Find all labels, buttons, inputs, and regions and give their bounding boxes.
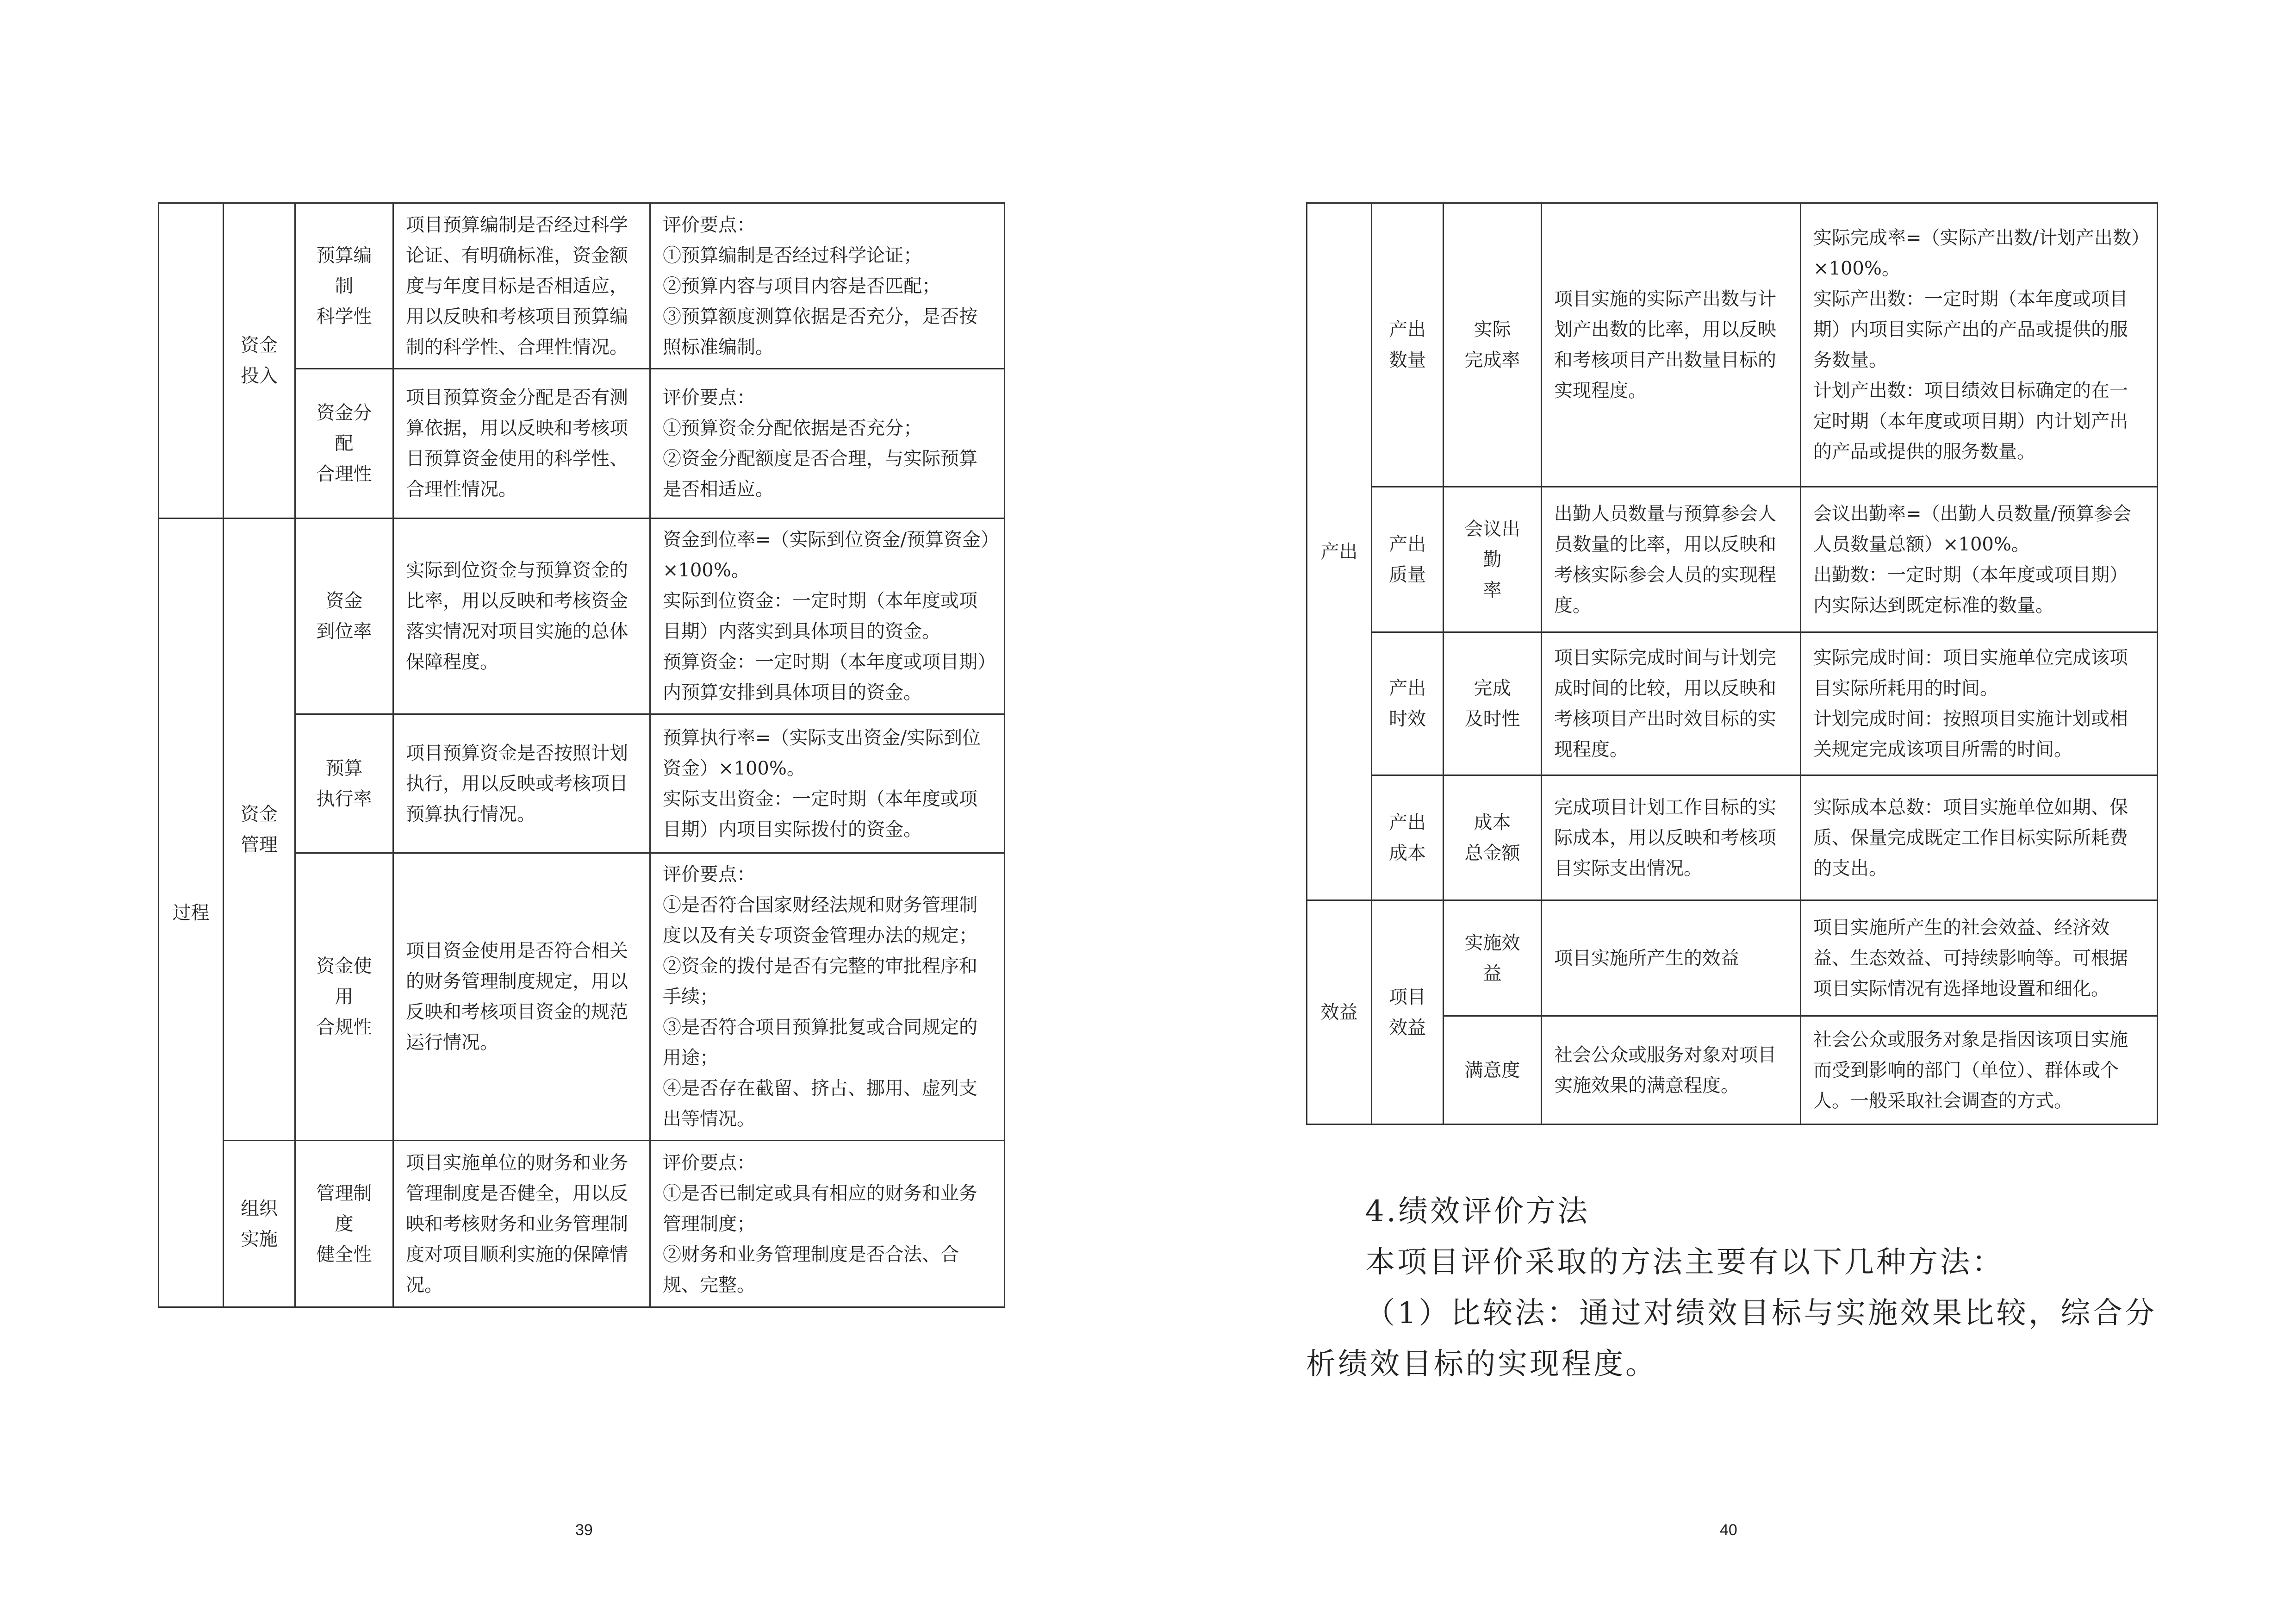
description-cell: 项目实施的实际产出数与计划产出数的比率，用以反映和考核项目产出数量目标的实现程度。 xyxy=(1542,203,1801,487)
level1-cell xyxy=(159,203,224,518)
left-evaluation-table xyxy=(158,202,1005,1308)
criteria-cell: 资金到位率=（实际到位资金/预算资金）×100%。 实际到位资金：一定时期（本年度或项目期）内落实到具体项目的资金。 预算资金：一定时期（本年度或项目期）内预算安排到具体项目的资金。 xyxy=(650,518,1005,714)
description-cell: 项目实施所产生的效益 xyxy=(1542,900,1801,1016)
criteria-cell: 实际成本总数：项目实施单位如期、保质、保量完成既定工作目标实际所耗费的支出。 xyxy=(1801,775,2158,900)
description-cell: 项目预算资金分配是否有测算依据，用以反映和考核项目预算资金使用的科学性、合理性情况。 xyxy=(393,369,650,518)
level1-cell: 产出 xyxy=(1307,203,1372,900)
right-evaluation-table xyxy=(1306,202,2158,1125)
table-row xyxy=(1307,900,2158,1016)
level2-cell: 产出 成本 xyxy=(1372,775,1444,900)
criteria-cell: 社会公众或服务对象是指因该项目实施而受到影响的部门（单位）、群体或个人。一般采取社会调查的方式。 xyxy=(1801,1016,2158,1124)
level2-cell: 产出 质量 xyxy=(1372,487,1444,632)
table-row xyxy=(1307,775,2158,900)
method-comparison: （1）比较法：通过对绩效目标与实施效果比较，综合分析绩效目标的实现程度。 xyxy=(1306,1296,2157,1381)
criteria-cell: 评价要点： ①是否已制定或具有相应的财务和业务管理制度； ②财务和业务管理制度是否合法、合规、完整。 xyxy=(650,1141,1005,1307)
indicator-cell: 管理制度 健全性 xyxy=(295,1141,393,1307)
criteria-cell: 评价要点： ①预算资金分配依据是否充分； ②资金分配额度是否合理，与实际预算是否相适应。 xyxy=(650,369,1005,518)
table-row xyxy=(159,518,1005,714)
level2-cell: 项目 效益 xyxy=(1372,900,1444,1124)
indicator-cell: 完成 及时性 xyxy=(1444,632,1542,775)
indicator-cell: 预算编制 科学性 xyxy=(295,203,393,369)
description-cell: 项目实际完成时间与计划完成时间的比较，用以反映和考核项目产出时效目标的实现程度。 xyxy=(1542,632,1801,775)
level1-cell: 效益 xyxy=(1307,900,1372,1124)
table-row xyxy=(1307,632,2158,775)
section-title: 4.绩效评价方法 xyxy=(1365,1194,1590,1229)
description-cell: 项目预算编制是否经过科学论证、有明确标准，资金额度与年度目标是否相适应，用以反映和考核项目预算编制的科学性、合理性情况。 xyxy=(393,203,650,369)
description-cell: 社会公众或服务对象对项目实施效果的满意程度。 xyxy=(1542,1016,1801,1124)
description-cell: 实际到位资金与预算资金的比率，用以反映和考核资金落实情况对项目实施的总体保障程度。 xyxy=(393,518,650,714)
indicator-cell: 预算 执行率 xyxy=(295,714,393,853)
level2-cell: 组织 实施 xyxy=(224,1141,295,1307)
methods-intro: 本项目评价采取的方法主要有以下几种方法： xyxy=(1365,1245,2004,1280)
indicator-cell: 资金使用 合规性 xyxy=(295,853,393,1141)
indicator-cell: 成本 总金额 xyxy=(1444,775,1542,900)
criteria-cell: 评价要点： ①预算编制是否经过科学论证； ②预算内容与项目内容是否匹配； ③预算额度测算依据是否充分，是否按照标准编制。 xyxy=(650,203,1005,369)
indicator-cell: 资金 到位率 xyxy=(295,518,393,714)
indicator-cell: 实际 完成率 xyxy=(1444,203,1542,487)
description-cell: 项目资金使用是否符合相关的财务管理制度规定，用以反映和考核项目资金的规范运行情况。 xyxy=(393,853,650,1141)
description-cell: 完成项目计划工作目标的实际成本，用以反映和考核项目实际支出情况。 xyxy=(1542,775,1801,900)
description-cell: 项目预算资金是否按照计划执行，用以反映或考核项目预算执行情况。 xyxy=(393,714,650,853)
level2-cell: 资金 管理 xyxy=(224,518,295,1141)
page-number-left: 39 xyxy=(575,1521,593,1539)
table-row xyxy=(1307,487,2158,632)
level2-cell: 资金 投入 xyxy=(224,203,295,518)
description-cell: 出勤人员数量与预算参会人员数量的比率，用以反映和考核实际参会人员的实现程度。 xyxy=(1542,487,1801,632)
table-row xyxy=(159,203,1005,369)
page-number-right: 40 xyxy=(1720,1521,1737,1539)
criteria-cell: 会议出勤率=（出勤人员数量/预算参会人员数量总额）×100%。 出勤数：一定时期（本年度或项目期）内实际达到既定标准的数量。 xyxy=(1801,487,2158,632)
indicator-cell: 资金分配 合理性 xyxy=(295,369,393,518)
criteria-cell: 实际完成时间：项目实施单位完成该项目实际所耗用的时间。 计划完成时间：按照项目实施计划或相关规定完成该项目所需的时间。 xyxy=(1801,632,2158,775)
indicator-cell: 会议出勤 率 xyxy=(1444,487,1542,632)
description-cell: 项目实施单位的财务和业务管理制度是否健全，用以反映和考核财务和业务管理制度对项目顺利实施的保障情况。 xyxy=(393,1141,650,1307)
table-row xyxy=(159,1141,1005,1307)
criteria-cell: 评价要点： ①是否符合国家财经法规和财务管理制度以及有关专项资金管理办法的规定； ②资金的拨付是否有完整的审批程序和手续； ③是否符合项目预算批复或合同规定的用途； ④是否存在截留、挤占、挪用、虚列支出等情况。 xyxy=(650,853,1005,1141)
indicator-cell: 实施效益 xyxy=(1444,900,1542,1016)
table-row xyxy=(1307,203,2158,487)
criteria-cell: 预算执行率=（实际支出资金/实际到位资金）×100%。 实际支出资金：一定时期（本年度或项目期）内项目实际拨付的资金。 xyxy=(650,714,1005,853)
level1-cell: 过程 xyxy=(159,518,224,1307)
criteria-cell: 项目实施所产生的社会效益、经济效益、生态效益、可持续影响等。可根据项目实际情况有选择地设置和细化。 xyxy=(1801,900,2158,1016)
indicator-cell: 满意度 xyxy=(1444,1016,1542,1124)
criteria-cell: 实际完成率=（实际产出数/计划产出数）×100%。 实际产出数：一定时期（本年度或项目期）内项目实际产出的产品或提供的服务数量。 计划产出数：项目绩效目标确定的在一定时期（本年度或项目期）内计划产出的产品或提供的服务数量。 xyxy=(1801,203,2158,487)
level2-cell: 产出 时效 xyxy=(1372,632,1444,775)
level2-cell: 产出 数量 xyxy=(1372,203,1444,487)
